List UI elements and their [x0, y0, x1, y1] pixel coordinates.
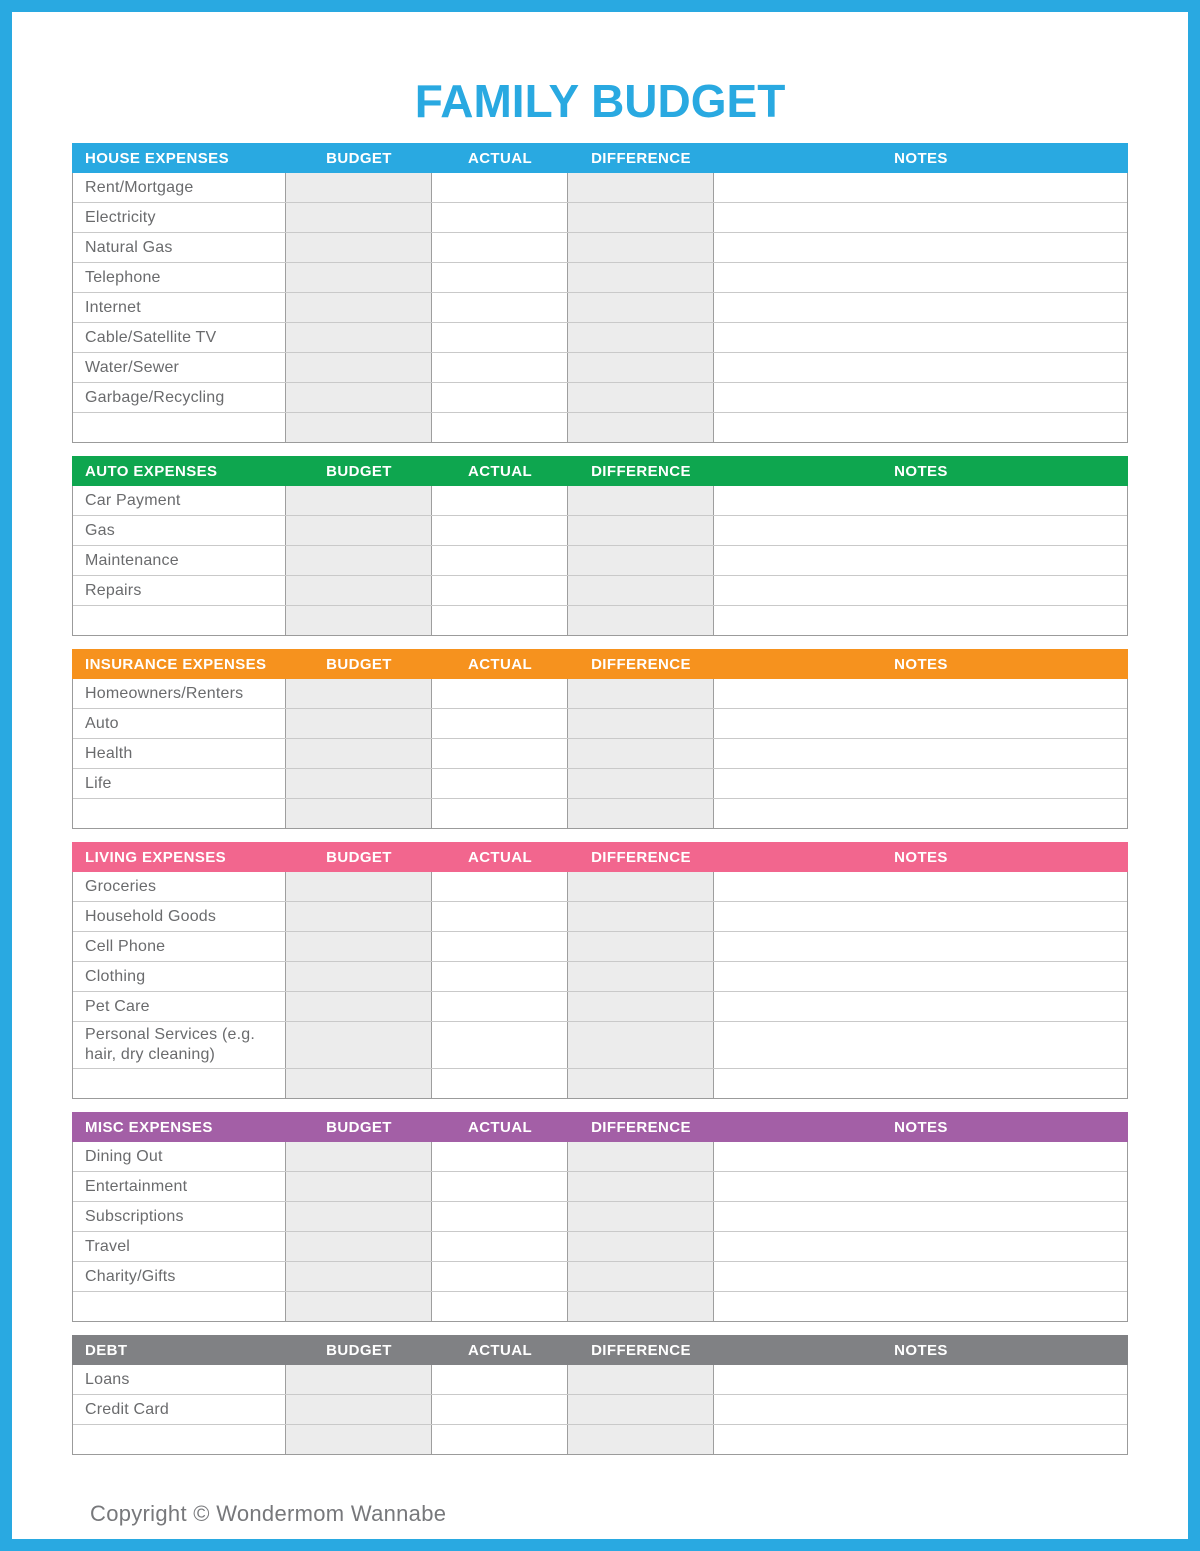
budget-cell	[286, 1069, 432, 1098]
difference-cell	[568, 992, 714, 1021]
actual-cell	[432, 1365, 568, 1394]
notes-cell	[714, 932, 1127, 961]
budget-cell	[286, 1202, 432, 1231]
difference-cell	[568, 1172, 714, 1201]
section-insurance-expenses	[72, 649, 1128, 829]
column-header-notes: NOTES	[894, 1118, 948, 1136]
difference-cell	[568, 739, 714, 768]
column-header-actual: ACTUAL	[467, 462, 533, 480]
table-row	[73, 768, 1127, 798]
row-label	[73, 606, 286, 635]
actual-cell	[432, 203, 568, 232]
difference-cell	[568, 323, 714, 352]
notes-cell	[714, 1425, 1127, 1454]
section-living-expenses	[72, 842, 1128, 1099]
table-row-empty	[73, 1068, 1127, 1098]
notes-cell	[714, 323, 1127, 352]
column-header-budget: BUDGET	[326, 1118, 392, 1136]
column-header-difference: DIFFERENCE	[591, 1341, 691, 1359]
table-row	[73, 1365, 1127, 1394]
actual-cell	[432, 516, 568, 545]
budget-cell	[286, 1232, 432, 1261]
notes-cell	[714, 902, 1127, 931]
difference-cell	[568, 1262, 714, 1291]
row-label: Internet	[73, 293, 286, 322]
budget-cell	[286, 203, 432, 232]
difference-cell	[568, 679, 714, 708]
row-label: Subscriptions	[73, 1202, 286, 1231]
row-label: Gas	[73, 516, 286, 545]
table-row-empty	[73, 1291, 1127, 1321]
actual-cell	[432, 679, 568, 708]
notes-cell	[714, 872, 1127, 901]
budget-cell	[286, 932, 432, 961]
budget-cell	[286, 1172, 432, 1201]
actual-cell	[432, 233, 568, 262]
difference-cell	[568, 1292, 714, 1321]
budget-cell	[286, 173, 432, 202]
section-title: LIVING EXPENSES	[85, 848, 227, 866]
budget-cell	[286, 679, 432, 708]
column-header-difference: DIFFERENCE	[591, 1118, 691, 1136]
notes-cell	[714, 992, 1127, 1021]
difference-cell	[568, 413, 714, 442]
page-content	[12, 12, 1188, 1527]
row-label: Rent/Mortgage	[73, 173, 286, 202]
section-title: AUTO EXPENSES	[85, 462, 218, 480]
column-header-notes: NOTES	[894, 149, 948, 167]
column-header-notes: NOTES	[894, 1341, 948, 1359]
budget-cell	[286, 902, 432, 931]
budget-cell	[286, 516, 432, 545]
section-title: DEBT	[85, 1341, 128, 1359]
difference-cell	[568, 709, 714, 738]
row-label: Repairs	[73, 576, 286, 605]
budget-cell	[286, 383, 432, 412]
table-row	[73, 173, 1127, 202]
actual-cell	[432, 1292, 568, 1321]
row-label: Natural Gas	[73, 233, 286, 262]
actual-cell	[432, 1232, 568, 1261]
table-row	[73, 1231, 1127, 1261]
row-label: Auto	[73, 709, 286, 738]
budget-cell	[286, 1142, 432, 1171]
budget-cell	[286, 486, 432, 515]
section-debt	[72, 1335, 1128, 1455]
actual-cell	[432, 1172, 568, 1201]
actual-cell	[432, 932, 568, 961]
table-row	[73, 545, 1127, 575]
notes-cell	[714, 173, 1127, 202]
notes-cell	[714, 233, 1127, 262]
column-header-difference: DIFFERENCE	[591, 149, 691, 167]
row-label: Pet Care	[73, 992, 286, 1021]
notes-cell	[714, 679, 1127, 708]
actual-cell	[432, 323, 568, 352]
notes-cell	[714, 1232, 1127, 1261]
row-label: Household Goods	[73, 902, 286, 931]
difference-cell	[568, 576, 714, 605]
row-label: Travel	[73, 1232, 286, 1261]
table-row	[73, 1021, 1127, 1068]
column-header-budget: BUDGET	[326, 462, 392, 480]
budget-cell	[286, 233, 432, 262]
column-header-budget: BUDGET	[326, 149, 392, 167]
notes-cell	[714, 383, 1127, 412]
notes-cell	[714, 1365, 1127, 1394]
difference-cell	[568, 1069, 714, 1098]
section-rows	[72, 872, 1128, 1099]
table-row	[73, 382, 1127, 412]
section-house-expenses	[72, 143, 1128, 443]
table-row	[73, 1171, 1127, 1201]
column-header-actual: ACTUAL	[467, 1118, 533, 1136]
table-row	[73, 262, 1127, 292]
section-title: INSURANCE EXPENSES	[85, 655, 267, 673]
notes-cell	[714, 1202, 1127, 1231]
budget-cell	[286, 992, 432, 1021]
section-auto-expenses	[72, 456, 1128, 636]
notes-cell	[714, 203, 1127, 232]
row-label: Electricity	[73, 203, 286, 232]
row-label	[73, 1425, 286, 1454]
table-row	[73, 1261, 1127, 1291]
column-header-notes: NOTES	[894, 462, 948, 480]
difference-cell	[568, 606, 714, 635]
notes-cell	[714, 546, 1127, 575]
row-label: Cable/Satellite TV	[73, 323, 286, 352]
section-header	[72, 456, 1128, 486]
budget-cell	[286, 576, 432, 605]
difference-cell	[568, 203, 714, 232]
row-label	[73, 799, 286, 828]
table-row	[73, 901, 1127, 931]
difference-cell	[568, 1365, 714, 1394]
copyright-text: Copyright © Wondermom Wannabe	[90, 1501, 447, 1526]
budget-cell	[286, 799, 432, 828]
budget-cell	[286, 709, 432, 738]
actual-cell	[432, 1425, 568, 1454]
section-rows	[72, 1365, 1128, 1455]
budget-cell	[286, 1262, 432, 1291]
actual-cell	[432, 576, 568, 605]
actual-cell	[432, 1202, 568, 1231]
difference-cell	[568, 546, 714, 575]
column-header-notes: NOTES	[894, 848, 948, 866]
budget-cell	[286, 263, 432, 292]
section-title: HOUSE EXPENSES	[85, 149, 229, 167]
notes-cell	[714, 413, 1127, 442]
actual-cell	[432, 902, 568, 931]
difference-cell	[568, 383, 714, 412]
difference-cell	[568, 1425, 714, 1454]
section-header	[72, 1335, 1128, 1365]
row-label: Dining Out	[73, 1142, 286, 1171]
budget-cell	[286, 1425, 432, 1454]
notes-cell	[714, 1172, 1127, 1201]
actual-cell	[432, 606, 568, 635]
notes-cell	[714, 1069, 1127, 1098]
budget-cell	[286, 962, 432, 991]
actual-cell	[432, 1142, 568, 1171]
notes-cell	[714, 799, 1127, 828]
section-title: MISC EXPENSES	[85, 1118, 213, 1136]
budget-sections	[72, 143, 1128, 1455]
difference-cell	[568, 173, 714, 202]
budget-cell	[286, 1292, 432, 1321]
notes-cell	[714, 576, 1127, 605]
notes-cell	[714, 486, 1127, 515]
actual-cell	[432, 709, 568, 738]
table-row	[73, 1142, 1127, 1171]
budget-cell	[286, 872, 432, 901]
difference-cell	[568, 902, 714, 931]
row-label: Water/Sewer	[73, 353, 286, 382]
budget-cell	[286, 769, 432, 798]
row-label: Loans	[73, 1365, 286, 1394]
difference-cell	[568, 769, 714, 798]
difference-cell	[568, 353, 714, 382]
notes-cell	[714, 263, 1127, 292]
table-row	[73, 202, 1127, 232]
table-row-empty	[73, 1424, 1127, 1454]
row-label: Telephone	[73, 263, 286, 292]
column-header-budget: BUDGET	[326, 655, 392, 673]
table-row-empty	[73, 798, 1127, 828]
row-label: Groceries	[73, 872, 286, 901]
notes-cell	[714, 1142, 1127, 1171]
row-label	[73, 1292, 286, 1321]
table-row	[73, 515, 1127, 545]
row-label: Personal Services (e.g. hair, dry cleaning)	[73, 1022, 286, 1068]
difference-cell	[568, 233, 714, 262]
section-rows	[72, 679, 1128, 829]
row-label: Health	[73, 739, 286, 768]
section-rows	[72, 173, 1128, 443]
actual-cell	[432, 739, 568, 768]
row-label: Maintenance	[73, 546, 286, 575]
actual-cell	[432, 1069, 568, 1098]
row-label: Garbage/Recycling	[73, 383, 286, 412]
section-misc-expenses	[72, 1112, 1128, 1322]
notes-cell	[714, 606, 1127, 635]
table-row	[73, 352, 1127, 382]
budget-cell	[286, 413, 432, 442]
actual-cell	[432, 353, 568, 382]
section-header	[72, 649, 1128, 679]
budget-cell	[286, 739, 432, 768]
column-header-budget: BUDGET	[326, 848, 392, 866]
section-header	[72, 842, 1128, 872]
table-row	[73, 872, 1127, 901]
row-label: Credit Card	[73, 1395, 286, 1424]
actual-cell	[432, 413, 568, 442]
notes-cell	[714, 1292, 1127, 1321]
actual-cell	[432, 962, 568, 991]
table-row	[73, 1201, 1127, 1231]
difference-cell	[568, 962, 714, 991]
row-label	[73, 1069, 286, 1098]
table-row	[73, 486, 1127, 515]
column-header-actual: ACTUAL	[467, 848, 533, 866]
actual-cell	[432, 1022, 568, 1068]
column-header-difference: DIFFERENCE	[591, 655, 691, 673]
section-header	[72, 1112, 1128, 1142]
actual-cell	[432, 1262, 568, 1291]
section-rows	[72, 486, 1128, 636]
row-label: Life	[73, 769, 286, 798]
row-label: Homeowners/Renters	[73, 679, 286, 708]
table-row	[73, 575, 1127, 605]
notes-cell	[714, 293, 1127, 322]
actual-cell	[432, 872, 568, 901]
actual-cell	[432, 546, 568, 575]
column-header-difference: DIFFERENCE	[591, 462, 691, 480]
row-label	[73, 413, 286, 442]
difference-cell	[568, 1202, 714, 1231]
table-row	[73, 961, 1127, 991]
notes-cell	[714, 1022, 1127, 1068]
budget-cell	[286, 546, 432, 575]
difference-cell	[568, 263, 714, 292]
notes-cell	[714, 353, 1127, 382]
budget-cell	[286, 606, 432, 635]
table-row	[73, 679, 1127, 708]
page-title: FAMILY BUDGET	[414, 75, 786, 127]
table-row	[73, 991, 1127, 1021]
notes-cell	[714, 516, 1127, 545]
difference-cell	[568, 516, 714, 545]
row-label: Charity/Gifts	[73, 1262, 286, 1291]
column-header-actual: ACTUAL	[467, 1341, 533, 1359]
notes-cell	[714, 739, 1127, 768]
actual-cell	[432, 486, 568, 515]
budget-cell	[286, 1395, 432, 1424]
column-header-difference: DIFFERENCE	[591, 848, 691, 866]
actual-cell	[432, 173, 568, 202]
notes-cell	[714, 1395, 1127, 1424]
table-row	[73, 292, 1127, 322]
difference-cell	[568, 1232, 714, 1261]
budget-cell	[286, 1022, 432, 1068]
row-label: Cell Phone	[73, 932, 286, 961]
row-label: Car Payment	[73, 486, 286, 515]
notes-cell	[714, 769, 1127, 798]
table-row	[73, 232, 1127, 262]
column-header-notes: NOTES	[894, 655, 948, 673]
difference-cell	[568, 486, 714, 515]
table-row	[73, 708, 1127, 738]
actual-cell	[432, 799, 568, 828]
difference-cell	[568, 1022, 714, 1068]
actual-cell	[432, 1395, 568, 1424]
column-header-actual: ACTUAL	[467, 149, 533, 167]
budget-cell	[286, 293, 432, 322]
actual-cell	[432, 769, 568, 798]
difference-cell	[568, 872, 714, 901]
row-label: Clothing	[73, 962, 286, 991]
actual-cell	[432, 992, 568, 1021]
table-row	[73, 1394, 1127, 1424]
notes-cell	[714, 709, 1127, 738]
table-row	[73, 931, 1127, 961]
difference-cell	[568, 1142, 714, 1171]
budget-cell	[286, 353, 432, 382]
row-label: Entertainment	[73, 1172, 286, 1201]
actual-cell	[432, 383, 568, 412]
difference-cell	[568, 932, 714, 961]
actual-cell	[432, 293, 568, 322]
difference-cell	[568, 1395, 714, 1424]
column-header-budget: BUDGET	[326, 1341, 392, 1359]
column-header-actual: ACTUAL	[467, 655, 533, 673]
budget-cell	[286, 1365, 432, 1394]
table-row	[73, 322, 1127, 352]
table-row	[73, 738, 1127, 768]
table-row-empty	[73, 605, 1127, 635]
actual-cell	[432, 263, 568, 292]
section-header	[72, 143, 1128, 173]
budget-cell	[286, 323, 432, 352]
section-rows	[72, 1142, 1128, 1322]
notes-cell	[714, 962, 1127, 991]
difference-cell	[568, 799, 714, 828]
table-row-empty	[73, 412, 1127, 442]
difference-cell	[568, 293, 714, 322]
notes-cell	[714, 1262, 1127, 1291]
